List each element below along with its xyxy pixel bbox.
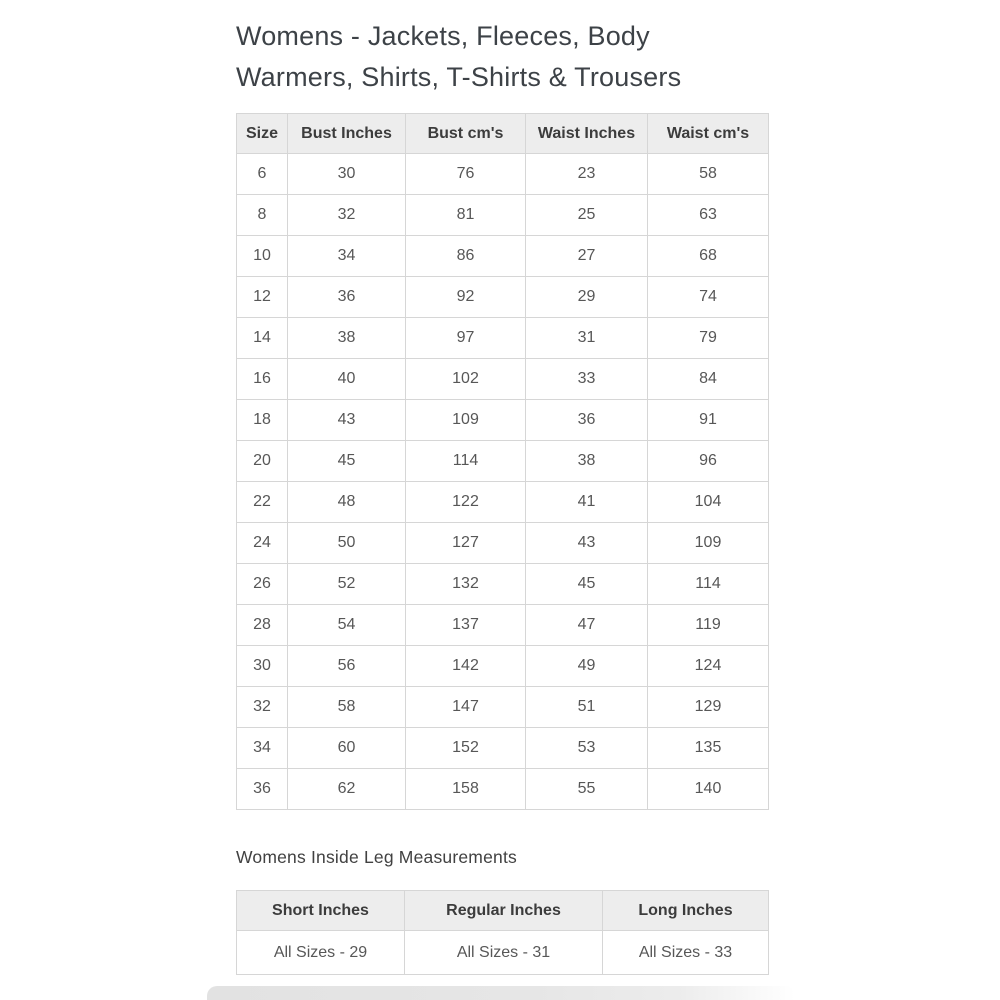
table-cell: 32 xyxy=(237,687,288,728)
table-row xyxy=(237,646,769,687)
table-cell: 50 xyxy=(288,523,406,564)
table-row xyxy=(237,236,769,277)
table-cell: 8 xyxy=(237,195,288,236)
table-cell: 102 xyxy=(406,359,526,400)
table-cell: 152 xyxy=(406,728,526,769)
column-header: Waist Inches xyxy=(526,114,648,154)
table-cell: 109 xyxy=(648,523,769,564)
table-cell: All Sizes - 29 xyxy=(237,931,405,975)
table-cell: 25 xyxy=(526,195,648,236)
table-row xyxy=(237,891,769,931)
column-header: Short Inches xyxy=(237,891,405,931)
table-cell: 81 xyxy=(406,195,526,236)
table-row xyxy=(237,400,769,441)
table-cell: 109 xyxy=(406,400,526,441)
table-cell: 58 xyxy=(648,154,769,195)
table-cell: 104 xyxy=(648,482,769,523)
table-cell: 22 xyxy=(237,482,288,523)
table-cell: 140 xyxy=(648,769,769,810)
table-cell: 60 xyxy=(288,728,406,769)
table-cell: 97 xyxy=(406,318,526,359)
table-cell: 74 xyxy=(648,277,769,318)
table-cell: 114 xyxy=(406,441,526,482)
table-cell: All Sizes - 33 xyxy=(603,931,769,975)
table-cell: 16 xyxy=(237,359,288,400)
table-row xyxy=(237,441,769,482)
womens-size-chart-table xyxy=(236,113,769,810)
table-row xyxy=(237,769,769,810)
table-cell: 86 xyxy=(406,236,526,277)
table-cell: 49 xyxy=(526,646,648,687)
table-cell: 84 xyxy=(648,359,769,400)
table-cell: 96 xyxy=(648,441,769,482)
table-cell: 36 xyxy=(288,277,406,318)
table-cell: 38 xyxy=(526,441,648,482)
table-cell: 55 xyxy=(526,769,648,810)
table-cell: All Sizes - 31 xyxy=(405,931,603,975)
table-row xyxy=(237,523,769,564)
table-cell: 47 xyxy=(526,605,648,646)
table-cell: 129 xyxy=(648,687,769,728)
table-cell: 28 xyxy=(237,605,288,646)
table-cell: 20 xyxy=(237,441,288,482)
table-cell: 12 xyxy=(237,277,288,318)
column-header: Long Inches xyxy=(603,891,769,931)
table-cell: 6 xyxy=(237,154,288,195)
table-cell: 114 xyxy=(648,564,769,605)
table-cell: 14 xyxy=(237,318,288,359)
table-row xyxy=(237,931,769,975)
table-row xyxy=(237,359,769,400)
column-header: Bust cm's xyxy=(406,114,526,154)
inside-leg-header-row xyxy=(237,891,769,931)
size-guide-panel xyxy=(236,0,768,975)
table-cell: 36 xyxy=(237,769,288,810)
table-row xyxy=(237,277,769,318)
table-cell: 27 xyxy=(526,236,648,277)
inside-leg-heading: Womens Inside Leg Measurements xyxy=(236,847,517,867)
table-cell: 24 xyxy=(237,523,288,564)
size-chart-header-row xyxy=(237,114,769,154)
table-cell: 76 xyxy=(406,154,526,195)
column-header: Regular Inches xyxy=(405,891,603,931)
table-row xyxy=(237,318,769,359)
table-cell: 91 xyxy=(648,400,769,441)
table-cell: 132 xyxy=(406,564,526,605)
table-cell: 31 xyxy=(526,318,648,359)
table-cell: 48 xyxy=(288,482,406,523)
table-cell: 26 xyxy=(237,564,288,605)
table-cell: 63 xyxy=(648,195,769,236)
inside-leg-table xyxy=(236,890,769,975)
column-header: Waist cm's xyxy=(648,114,769,154)
size-chart-body xyxy=(237,154,769,810)
table-cell: 30 xyxy=(237,646,288,687)
table-cell: 158 xyxy=(406,769,526,810)
inside-leg-body xyxy=(237,931,769,975)
table-row xyxy=(237,154,769,195)
table-row xyxy=(237,482,769,523)
table-cell: 79 xyxy=(648,318,769,359)
table-cell: 137 xyxy=(406,605,526,646)
table-row xyxy=(237,605,769,646)
table-cell: 53 xyxy=(526,728,648,769)
table-cell: 68 xyxy=(648,236,769,277)
table-cell: 23 xyxy=(526,154,648,195)
table-cell: 127 xyxy=(406,523,526,564)
table-cell: 43 xyxy=(288,400,406,441)
table-row xyxy=(237,687,769,728)
table-cell: 142 xyxy=(406,646,526,687)
table-cell: 32 xyxy=(288,195,406,236)
table-row xyxy=(237,728,769,769)
table-cell: 36 xyxy=(526,400,648,441)
table-cell: 135 xyxy=(648,728,769,769)
table-cell: 52 xyxy=(288,564,406,605)
table-row xyxy=(237,195,769,236)
table-row xyxy=(237,564,769,605)
table-cell: 40 xyxy=(288,359,406,400)
table-cell: 119 xyxy=(648,605,769,646)
column-header: Bust Inches xyxy=(288,114,406,154)
table-cell: 43 xyxy=(526,523,648,564)
table-cell: 92 xyxy=(406,277,526,318)
table-cell: 56 xyxy=(288,646,406,687)
table-cell: 51 xyxy=(526,687,648,728)
table-cell: 34 xyxy=(237,728,288,769)
table-cell: 45 xyxy=(526,564,648,605)
table-cell: 122 xyxy=(406,482,526,523)
table-cell: 10 xyxy=(237,236,288,277)
table-cell: 30 xyxy=(288,154,406,195)
table-cell: 62 xyxy=(288,769,406,810)
column-header: Size xyxy=(237,114,288,154)
table-cell: 41 xyxy=(526,482,648,523)
table-cell: 54 xyxy=(288,605,406,646)
table-cell: 18 xyxy=(237,400,288,441)
table-cell: 38 xyxy=(288,318,406,359)
bottom-panel-edge xyxy=(207,986,795,1000)
table-row xyxy=(237,114,769,154)
table-cell: 29 xyxy=(526,277,648,318)
table-cell: 58 xyxy=(288,687,406,728)
table-cell: 147 xyxy=(406,687,526,728)
table-cell: 124 xyxy=(648,646,769,687)
table-cell: 45 xyxy=(288,441,406,482)
table-cell: 33 xyxy=(526,359,648,400)
table-cell: 34 xyxy=(288,236,406,277)
page-title: Womens - Jackets, Fleeces, Body Warmers, Shirts, T-Shirts & Trousers xyxy=(236,21,682,92)
